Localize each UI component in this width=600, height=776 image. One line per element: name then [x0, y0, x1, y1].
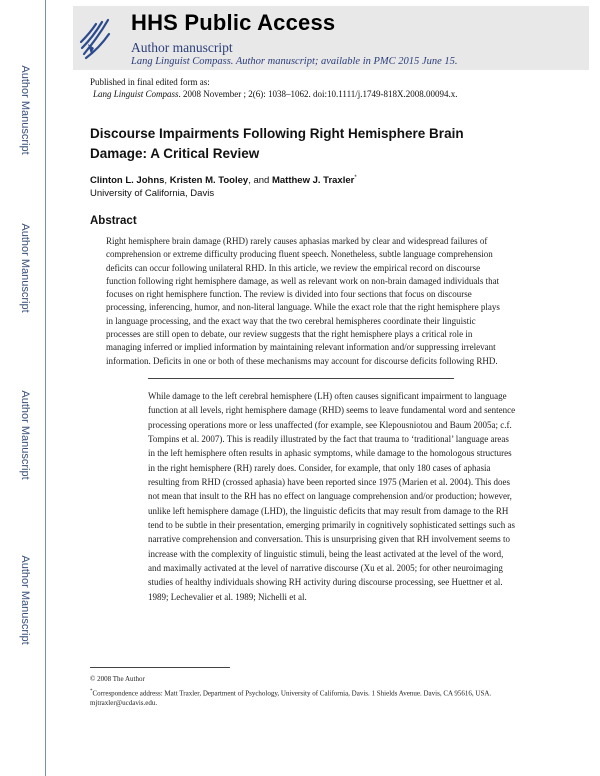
author-1: Clinton L. Johns — [90, 175, 165, 187]
journal-name: Lang Linguist Compass — [93, 89, 179, 99]
abstract-text: Right hemisphere brain damage (RHD) rarely causes aphasias marked by clear and widespread failures of comprehension or extreme difficulty producing fluent speech. Nonetheless, subtle language comprehension deficits can occur following unilateral RHD. In this article, we review the empirical record on discourse function following right hemisphere damage, as well as relevant work on non-brain damaged individuals that focuses on right hemisphere function. The review is divided into four sections that focus on discourse processing, inferencing, humor, and non-literal language. While the exact role that the right hemisphere plays in language processing, and the exact way that the two cerebral hemispheres coordinate their linguistic processes are still open to debate, our review suggests that the right hemisphere plays a critical role in managing inferred or implied information by maintaining relevant information and/or suppressing irrelevant information. Deficits in one or both of these mechanisms may account for discourse deficits following RHD. — [106, 236, 500, 366]
availability-line: Lang Linguist Compass. Author manuscript; available in PMC 2015 June 15. — [131, 56, 458, 67]
author-footnote-mark: * — [354, 175, 357, 181]
published-line: Published in final edited form as: — [90, 77, 210, 87]
author-list — [90, 175, 357, 186]
hhs-eagle-logo-icon — [78, 14, 112, 62]
affiliation: University of California, Davis — [90, 188, 215, 199]
correspondence-text: Correspondence address: Matt Traxler, Department of Psychology, University of California, Davis. 1 Shields Avenue. Davis, CA 95616, USA. mjtraxler@ucdavis.edu. — [90, 689, 492, 708]
side-label-1: Author Manuscript — [19, 65, 31, 155]
correspondence-note — [90, 687, 510, 708]
manuscript-label: Author manuscript — [131, 40, 233, 55]
author-separator: , — [164, 175, 170, 187]
copyright-notice: © 2008 The Author — [90, 675, 145, 683]
abstract-heading: Abstract — [90, 215, 137, 227]
side-label-2: Author Manuscript — [19, 223, 31, 313]
page-title: HHS Public Access — [131, 10, 336, 35]
citation-details: . 2008 November ; 2(6): 1038–1062. doi:10.1111/j.1749-818X.2008.00094.x. — [178, 89, 458, 99]
margin-rule — [45, 0, 46, 776]
citation-line — [93, 89, 458, 99]
article-title: Discourse Impairments Following Right Hemisphere Brain Damage: A Critical Review — [90, 126, 464, 161]
author-3: Matthew J. Traxler — [271, 175, 355, 187]
footnote-divider — [90, 667, 230, 668]
body-paragraph: While damage to the left cerebral hemisphere (LH) often causes significant impairment to language function at all levels, right hemisphere damage (RHD) seems to leave fundamental word and sentence processing operations more or less unaffected (for example, see Klepousniotou and Baum 2005a; c.f. Tompins et al. 2007). This is readily illustrated by the fact that trauma to ‘traditional’ language areas in the left hemisphere often results in aphasic symptoms, while damage to the homologous structures in the right hemisphere (RH) rarely does. Consider, for example, that only 180 cases of aphasia resulting from RHD (crossed aphasia) have been reported since 1975 (Marien et al. 2004). This does not mean that insult to the RH has no effect on language comprehension and/or production; however, unlike left hemisphere damage (LHD), the linguistic deficits that may result from damage to the RH tend to be subtle in their presentation, emerging primarily in cognitively sophisticated settings such as narrative comprehension and conversation. This is unsurprising given that RH involvement seems to increase with the complexity of linguistic stimuli, being the least activated at the level of the word, and maximally activated at the level of narrative discourse (Xu et al. 2005; for other neuroimaging studies of healthy individuals showing RH activity during discourse processing, see Huettner et al. 1989; Lechevalier et al. 1989; Nichelli et al. — [148, 391, 516, 602]
author-separator: , and — [248, 175, 272, 187]
section-divider — [148, 378, 454, 379]
author-2: Kristen M. Tooley — [169, 175, 249, 187]
side-label-3: Author Manuscript — [19, 390, 31, 480]
correspondence-mark: * — [90, 689, 93, 694]
side-label-4: Author Manuscript — [19, 555, 31, 645]
